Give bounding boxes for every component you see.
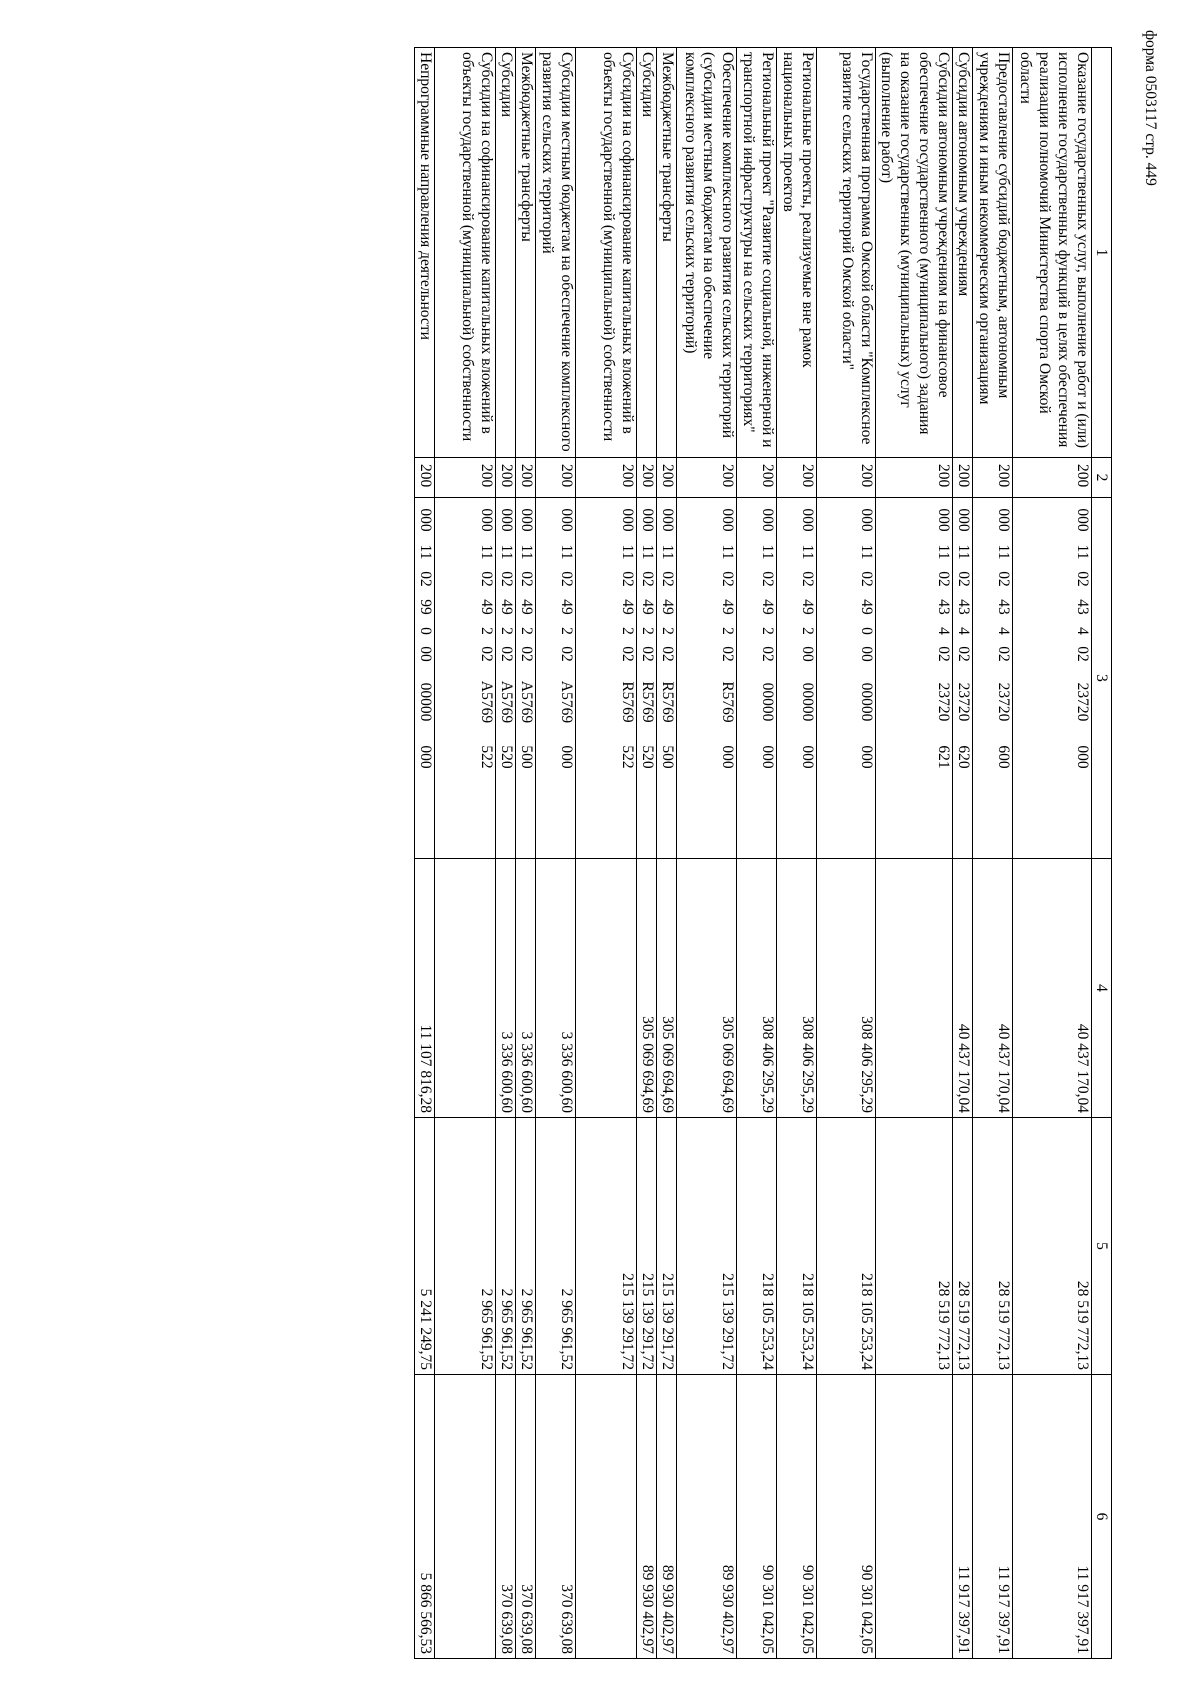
code-segment: 11: [478, 544, 496, 560]
code-segment: 02: [518, 646, 536, 662]
code-segment: R5769: [719, 681, 737, 723]
row-budget-code: [953, 498, 973, 859]
column-header: 2: [1092, 458, 1112, 498]
row-unexecuted: 11 917 397,91: [953, 1375, 973, 1659]
code-segment: 43: [995, 599, 1012, 615]
row-executed: 28 519 772,13: [1013, 1118, 1092, 1375]
column-header: 5: [1092, 1118, 1112, 1375]
row-executed: 2 965 961,52: [496, 1118, 516, 1375]
code-segment: 2: [639, 627, 657, 635]
table-row: [496, 48, 516, 1659]
column-header: 6: [1092, 1375, 1112, 1659]
row-approved: [435, 859, 496, 1118]
table-body: [415, 48, 1092, 1659]
code-segment: 02: [1074, 646, 1091, 662]
row-unexecuted: 89 930 402,97: [657, 1375, 677, 1659]
row-unexecuted: 11 917 397,91: [973, 1375, 1013, 1659]
row-name: Субсидии местным бюджетам на обеспечение комплексного развития сельских территорий: [536, 48, 576, 458]
code-segment: 000: [619, 508, 637, 532]
row-approved: [576, 859, 637, 1118]
code-segment: 49: [558, 599, 576, 615]
code-segment: 000: [498, 508, 516, 532]
row-line-code: 200: [876, 458, 953, 498]
code-segment: 02: [518, 571, 536, 587]
table-row: [415, 48, 435, 1659]
row-approved: 308 406 295,29: [737, 859, 777, 1118]
table-row: [973, 48, 1013, 1659]
code-segment: 000: [1074, 745, 1091, 769]
code-segment: A5769: [558, 680, 576, 724]
code-segment: 620: [955, 745, 972, 769]
code-segment: R5769: [659, 681, 677, 723]
code-segment: 49: [498, 599, 516, 615]
row-unexecuted: [876, 1375, 953, 1659]
table-row: [637, 48, 657, 1659]
table-row: [817, 48, 876, 1659]
code-segment: A5769: [518, 680, 536, 724]
code-segment: 49: [518, 599, 536, 615]
row-budget-code: [536, 498, 576, 859]
code-segment: 000: [858, 745, 876, 769]
row-name: Оказание государственных услуг, выполнение работ и (или) исполнение государственных функций в целях обеспечения реализации полномочий Министерства спорта Омской области: [1013, 48, 1092, 458]
code-segment: 02: [995, 571, 1012, 587]
row-budget-code: [737, 498, 777, 859]
table-row: [953, 48, 973, 1659]
row-line-code: 200: [737, 458, 777, 498]
row-executed: 218 105 253,24: [737, 1118, 777, 1375]
code-segment: 00: [858, 646, 876, 662]
table-row: [737, 48, 777, 1659]
column-header: 4: [1092, 859, 1112, 1118]
code-segment: 11: [759, 544, 777, 560]
code-segment: 2: [498, 627, 516, 635]
code-segment: 00000: [759, 682, 777, 722]
code-segment: 02: [935, 571, 952, 587]
table-row: [1013, 48, 1092, 1659]
row-budget-code: [415, 498, 435, 859]
row-executed: 28 519 772,13: [973, 1118, 1013, 1375]
row-name: Субсидии: [496, 48, 516, 458]
code-segment: 2: [478, 627, 496, 635]
code-segment: 4: [935, 627, 952, 635]
row-name: Региональные проекты, реализуемые вне рамок национальных проектов: [777, 48, 817, 458]
form-label: форма 0503117 стр. 449: [1142, 30, 1159, 186]
row-approved: 11 107 816,28: [415, 859, 435, 1118]
code-segment: 00000: [417, 682, 435, 722]
row-executed: 2 965 961,52: [536, 1118, 576, 1375]
code-segment: 02: [498, 571, 516, 587]
code-segment: 02: [858, 571, 876, 587]
code-segment: 000: [417, 508, 435, 532]
code-segment: 02: [558, 646, 576, 662]
code-segment: R5769: [619, 681, 637, 723]
code-segment: 00: [799, 646, 817, 662]
code-segment: 000: [659, 508, 677, 532]
code-segment: 11: [417, 544, 435, 560]
code-segment: 2: [659, 627, 677, 635]
row-unexecuted: [576, 1375, 637, 1659]
row-approved: 305 069 694,69: [677, 859, 737, 1118]
table-row: [516, 48, 536, 1659]
code-segment: 600: [995, 745, 1012, 769]
code-segment: 11: [799, 544, 817, 560]
code-segment: 0: [417, 627, 435, 635]
code-segment: A5769: [498, 680, 516, 724]
code-segment: R5769: [639, 681, 657, 723]
code-segment: 02: [659, 646, 677, 662]
table-row: [677, 48, 737, 1659]
code-segment: 000: [518, 508, 536, 532]
table-row: [876, 48, 953, 1659]
code-segment: 000: [995, 508, 1012, 532]
row-budget-code: [435, 498, 496, 859]
code-segment: 00: [417, 646, 435, 662]
code-segment: 02: [759, 646, 777, 662]
code-segment: 11: [955, 544, 972, 560]
code-segment: 520: [498, 745, 516, 769]
code-segment: 49: [639, 599, 657, 615]
code-segment: 11: [858, 544, 876, 560]
table-row: [777, 48, 817, 1659]
code-segment: 49: [858, 599, 876, 615]
row-line-code: 200: [777, 458, 817, 498]
row-executed: 2 965 961,52: [435, 1118, 496, 1375]
code-segment: 43: [955, 599, 972, 615]
row-executed: 218 105 253,24: [817, 1118, 876, 1375]
row-approved: 3 336 600,60: [536, 859, 576, 1118]
column-header: 1: [1092, 48, 1112, 458]
code-segment: 49: [799, 599, 817, 615]
code-segment: 23720: [935, 682, 952, 722]
code-segment: 02: [955, 571, 972, 587]
row-executed: 28 519 772,13: [953, 1118, 973, 1375]
code-segment: 2: [719, 627, 737, 635]
code-segment: 02: [478, 571, 496, 587]
row-approved: 3 336 600,60: [496, 859, 516, 1118]
code-segment: 000: [719, 745, 737, 769]
row-budget-code: [973, 498, 1013, 859]
row-budget-code: [637, 498, 657, 859]
code-segment: 00000: [858, 682, 876, 722]
code-segment: 500: [518, 745, 536, 769]
code-segment: 2: [619, 627, 637, 635]
row-budget-code: [496, 498, 516, 859]
row-budget-code: [876, 498, 953, 859]
row-unexecuted: [435, 1375, 496, 1659]
code-segment: 11: [639, 544, 657, 560]
row-line-code: 200: [637, 458, 657, 498]
code-segment: 99: [417, 599, 435, 615]
code-segment: 02: [995, 646, 1012, 662]
row-line-code: 200: [415, 458, 435, 498]
code-segment: A5769: [478, 680, 496, 724]
code-segment: 02: [639, 646, 657, 662]
code-segment: 43: [935, 599, 952, 615]
expenditure-table: [414, 47, 1112, 1659]
code-segment: 000: [955, 508, 972, 532]
code-segment: 4: [955, 627, 972, 635]
code-segment: 000: [719, 508, 737, 532]
row-approved: [876, 859, 953, 1118]
row-name: Субсидии: [637, 48, 657, 458]
row-name: Субсидии на софинансирование капитальных вложений в объекты государственной (муниципальной) собственности: [435, 48, 496, 458]
row-line-code: 200: [953, 458, 973, 498]
code-segment: 520: [639, 745, 657, 769]
code-segment: 49: [619, 599, 637, 615]
code-segment: 02: [417, 571, 435, 587]
row-budget-code: [777, 498, 817, 859]
row-line-code: 200: [973, 458, 1013, 498]
code-segment: 02: [955, 646, 972, 662]
row-approved: 308 406 295,29: [777, 859, 817, 1118]
row-name: Межбюджетные трансферты: [516, 48, 536, 458]
row-name: Субсидии на софинансирование капитальных вложений в объекты государственной (муниципальной) собственности: [576, 48, 637, 458]
row-budget-code: [1013, 498, 1092, 859]
code-segment: 000: [478, 508, 496, 532]
code-segment: 000: [935, 508, 952, 532]
row-unexecuted: 11 917 397,91: [1013, 1375, 1092, 1659]
code-segment: 11: [619, 544, 637, 560]
code-segment: 49: [719, 599, 737, 615]
row-budget-code: [516, 498, 536, 859]
code-segment: 02: [498, 646, 516, 662]
code-segment: 522: [619, 745, 637, 769]
row-budget-code: [657, 498, 677, 859]
row-line-code: 200: [576, 458, 637, 498]
code-segment: 522: [478, 745, 496, 769]
row-line-code: 200: [496, 458, 516, 498]
code-segment: 02: [719, 646, 737, 662]
code-segment: 02: [659, 571, 677, 587]
code-segment: 23720: [1074, 682, 1091, 722]
row-name: Обеспечение комплексного развития сельских территорий (субсидии местным бюджетам на обеспечение комплексного развития сельских территорий): [677, 48, 737, 458]
code-segment: 11: [659, 544, 677, 560]
code-segment: 11: [558, 544, 576, 560]
row-unexecuted: 90 301 042,05: [817, 1375, 876, 1659]
code-segment: 43: [1074, 599, 1091, 615]
row-unexecuted: 370 639,08: [496, 1375, 516, 1659]
code-segment: 00000: [799, 682, 817, 722]
code-segment: 02: [759, 571, 777, 587]
row-approved: 305 069 694,69: [637, 859, 657, 1118]
code-segment: 11: [719, 544, 737, 560]
row-name: Государственная программа Омской области "Комплексное развитие сельских территорий Омской области": [817, 48, 876, 458]
row-approved: 40 437 170,04: [953, 859, 973, 1118]
row-executed: 215 139 291,72: [677, 1118, 737, 1375]
row-approved: 40 437 170,04: [973, 859, 1013, 1118]
code-segment: 000: [639, 508, 657, 532]
code-segment: 02: [935, 646, 952, 662]
code-segment: 11: [1074, 544, 1091, 560]
column-number-row: [1092, 48, 1112, 1659]
row-approved: 305 069 694,69: [657, 859, 677, 1118]
row-unexecuted: 90 301 042,05: [777, 1375, 817, 1659]
table-row: [536, 48, 576, 1659]
column-header: 3: [1092, 498, 1112, 859]
code-segment: 000: [799, 508, 817, 532]
row-budget-code: [677, 498, 737, 859]
code-segment: 11: [498, 544, 516, 560]
row-name: Предоставление субсидий бюджетным, автономным учреждениям и иным некоммерческим организациям: [973, 48, 1013, 458]
row-unexecuted: 370 639,08: [536, 1375, 576, 1659]
row-budget-code: [576, 498, 637, 859]
row-unexecuted: 90 301 042,05: [737, 1375, 777, 1659]
code-segment: 11: [935, 544, 952, 560]
code-segment: 02: [639, 571, 657, 587]
row-approved: 3 336 600,60: [516, 859, 536, 1118]
code-segment: 02: [799, 571, 817, 587]
row-executed: 218 105 253,24: [777, 1118, 817, 1375]
row-executed: 215 139 291,72: [576, 1118, 637, 1375]
row-executed: 28 519 772,13: [876, 1118, 953, 1375]
code-segment: 2: [759, 627, 777, 635]
code-segment: 000: [1074, 508, 1091, 532]
row-executed: 2 965 961,52: [516, 1118, 536, 1375]
row-name: Региональный проект "Развитие социальной, инженерной и транспортной инфраструктуры на сельских территориях": [737, 48, 777, 458]
code-segment: 000: [858, 508, 876, 532]
code-segment: 02: [619, 646, 637, 662]
row-line-code: 200: [657, 458, 677, 498]
report-table-container: [116, 47, 1112, 1658]
code-segment: 11: [995, 544, 1012, 560]
code-segment: 0: [858, 627, 876, 635]
code-segment: 000: [558, 745, 576, 769]
row-name: Субсидии автономным учреждениям: [953, 48, 973, 458]
row-unexecuted: 370 639,08: [516, 1375, 536, 1659]
row-name: Субсидии автономным учреждениям на финансовое обеспечение государственного (муниципального) задания на оказание государственных (муниципальных) услуг (выполнение работ): [876, 48, 953, 458]
code-segment: 02: [719, 571, 737, 587]
row-unexecuted: 89 930 402,97: [677, 1375, 737, 1659]
table-row: [435, 48, 496, 1659]
code-segment: 4: [1074, 627, 1091, 635]
code-segment: 621: [935, 745, 952, 769]
code-segment: 49: [759, 599, 777, 615]
code-segment: 2: [558, 627, 576, 635]
code-segment: 000: [759, 508, 777, 532]
code-segment: 4: [995, 627, 1012, 635]
code-segment: 49: [478, 599, 496, 615]
row-name: Непрограммные направления деятельности: [415, 48, 435, 458]
row-unexecuted: 5 866 566,53: [415, 1375, 435, 1659]
code-segment: 000: [558, 508, 576, 532]
code-segment: 02: [1074, 571, 1091, 587]
code-segment: 11: [518, 544, 536, 560]
row-line-code: 200: [536, 458, 576, 498]
row-line-code: 200: [435, 458, 496, 498]
code-segment: 23720: [955, 682, 972, 722]
row-line-code: 200: [817, 458, 876, 498]
row-executed: 215 139 291,72: [657, 1118, 677, 1375]
code-segment: 000: [799, 745, 817, 769]
row-executed: 5 241 249,75: [415, 1118, 435, 1375]
code-segment: 02: [558, 571, 576, 587]
row-line-code: 200: [677, 458, 737, 498]
row-executed: 215 139 291,72: [637, 1118, 657, 1375]
code-segment: 02: [619, 571, 637, 587]
row-name: Межбюджетные трансферты: [657, 48, 677, 458]
row-line-code: 200: [1013, 458, 1092, 498]
code-segment: 02: [478, 646, 496, 662]
table-row: [657, 48, 677, 1659]
code-segment: 2: [518, 627, 536, 635]
row-approved: 40 437 170,04: [1013, 859, 1092, 1118]
code-segment: 23720: [995, 682, 1012, 722]
code-segment: 500: [659, 745, 677, 769]
code-segment: 2: [799, 627, 817, 635]
code-segment: 49: [659, 599, 677, 615]
row-unexecuted: 89 930 402,97: [637, 1375, 657, 1659]
table-row: [576, 48, 637, 1659]
code-segment: 000: [759, 745, 777, 769]
row-approved: 308 406 295,29: [817, 859, 876, 1118]
row-budget-code: [817, 498, 876, 859]
code-segment: 000: [417, 745, 435, 769]
row-line-code: 200: [516, 458, 536, 498]
